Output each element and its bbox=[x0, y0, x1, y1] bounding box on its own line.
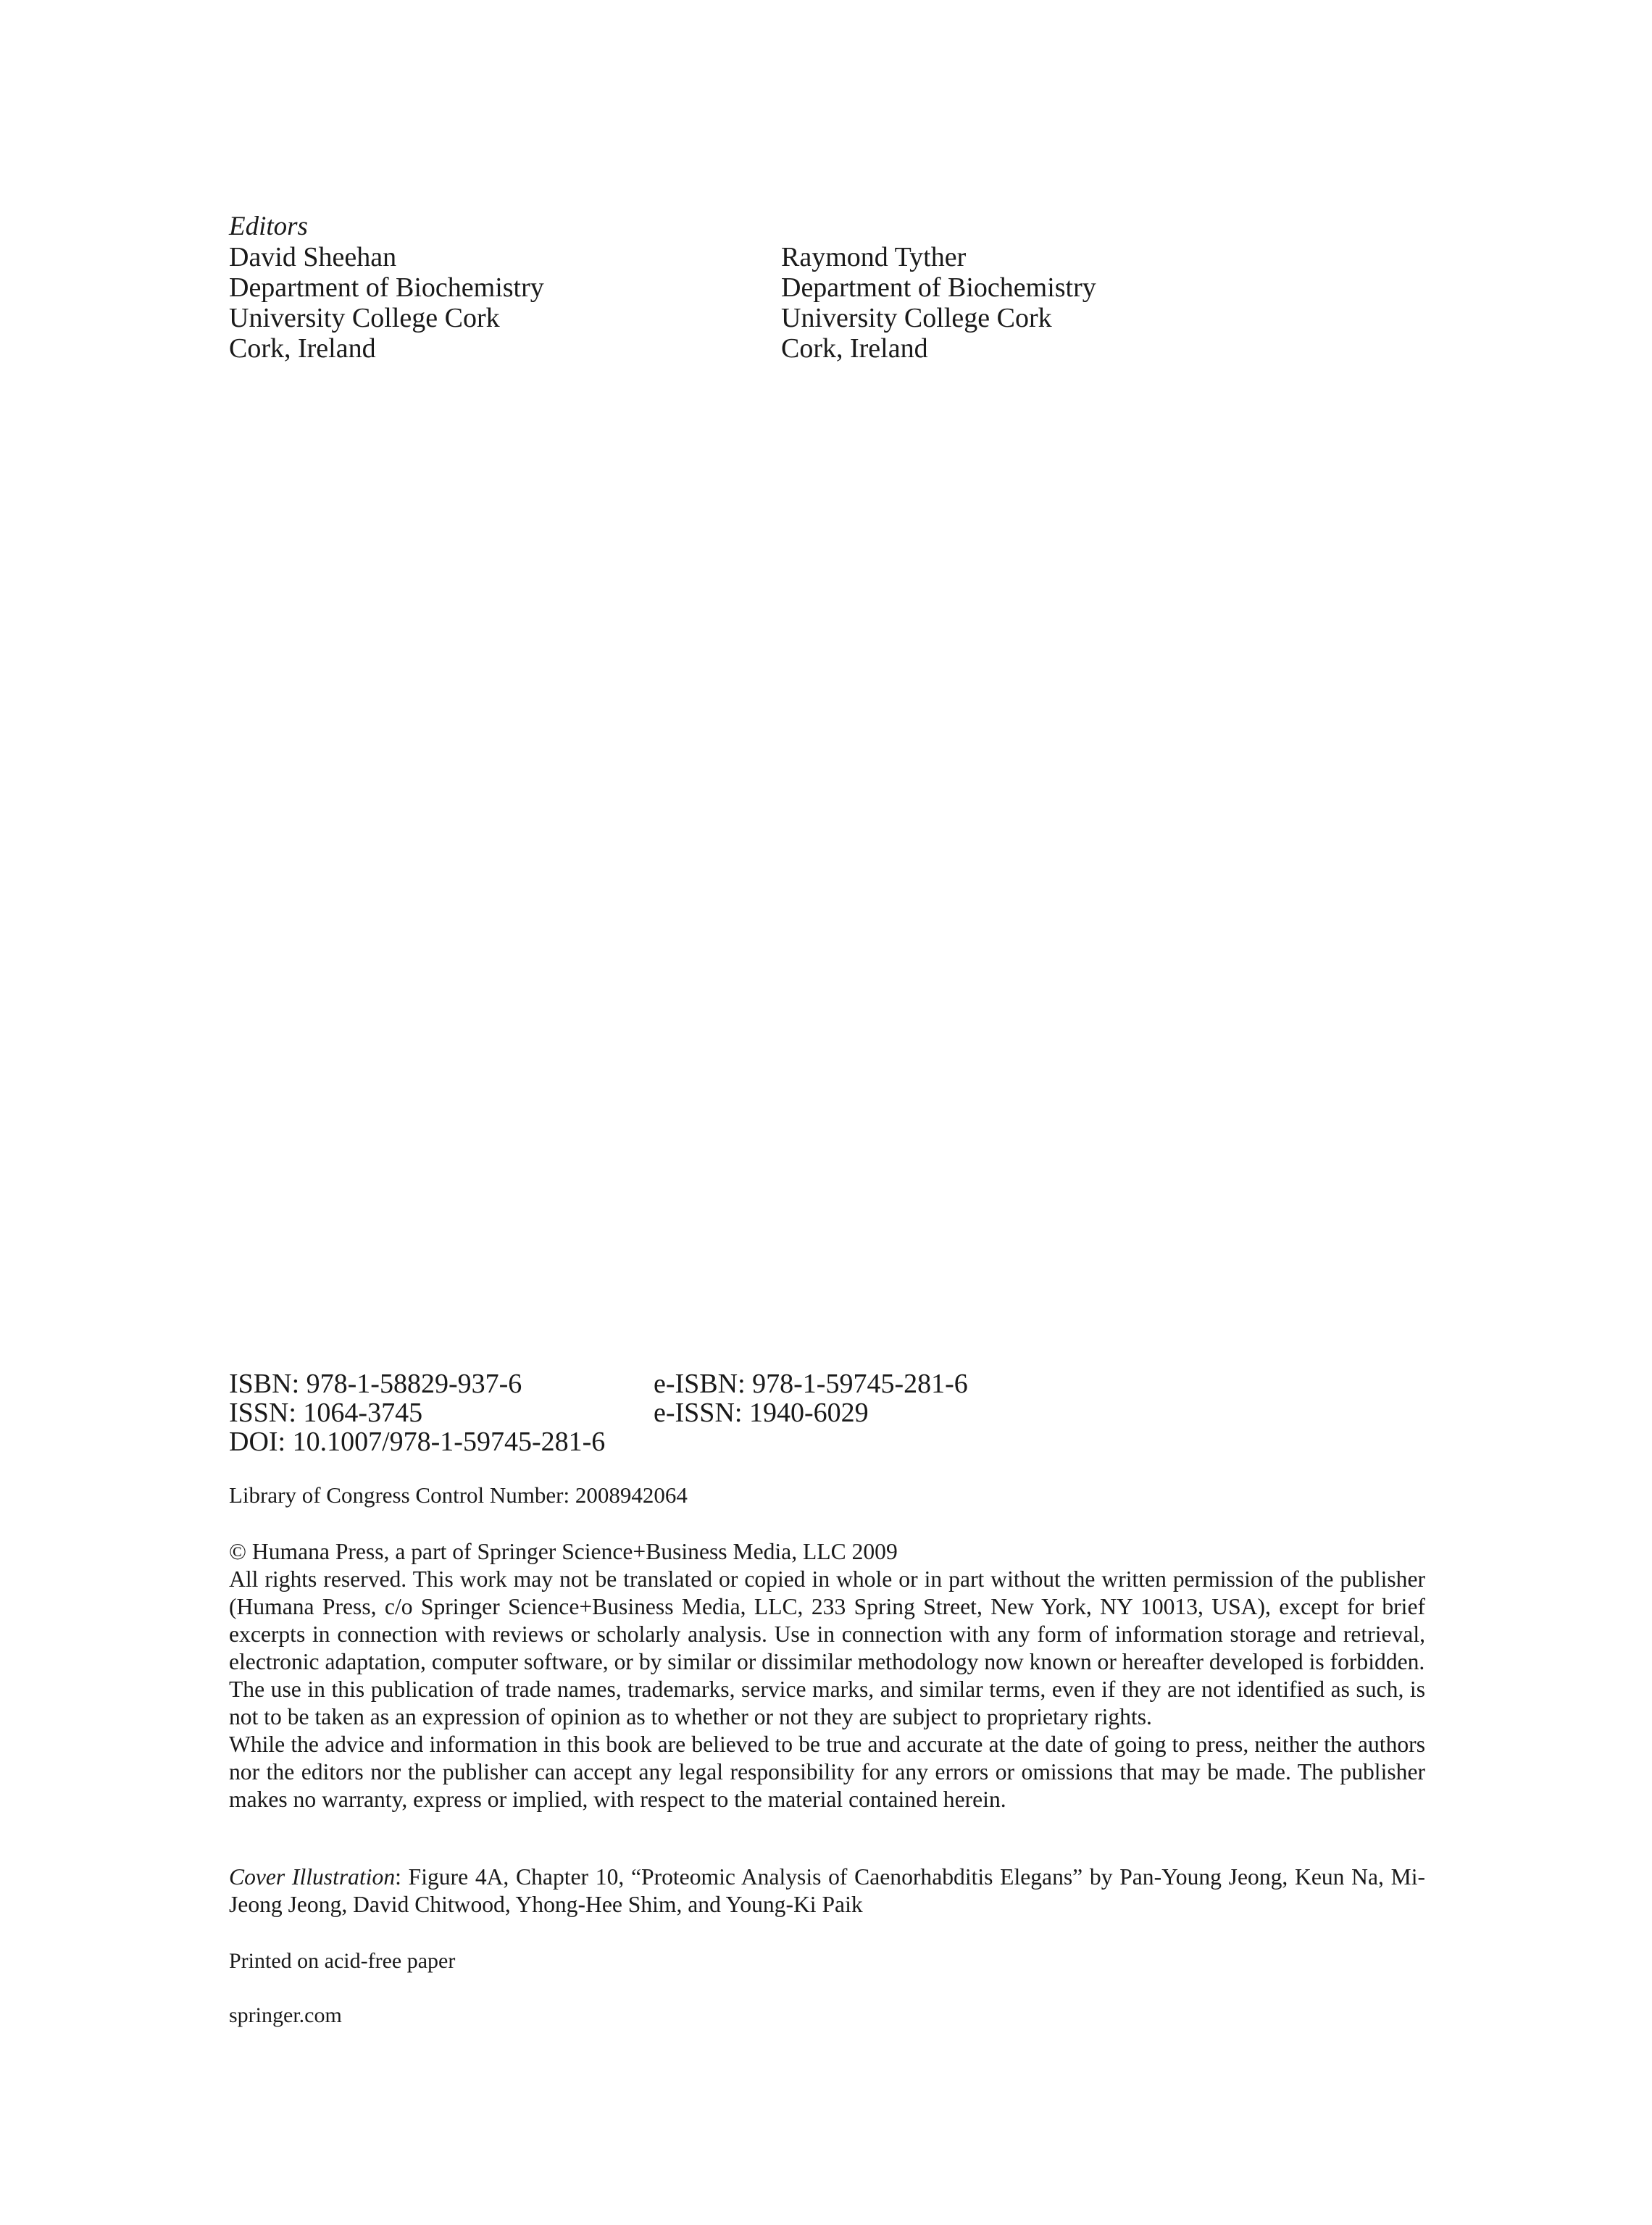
doi-row bbox=[229, 1427, 1432, 1456]
e-isbn: e-ISBN: 978-1-59745-281-6 bbox=[654, 1369, 968, 1399]
isbn: ISBN: 978-1-58829-937-6 bbox=[229, 1369, 522, 1399]
editor-department: Department of Biochemistry bbox=[229, 272, 544, 303]
issn-row bbox=[229, 1398, 1432, 1427]
editor-institution: University College Cork bbox=[781, 303, 1052, 333]
editor-name: David Sheehan bbox=[229, 242, 397, 272]
identifiers-block bbox=[229, 1369, 1432, 1456]
editor-raymond-tyther bbox=[781, 242, 1096, 364]
publisher-website: springer.com bbox=[229, 2003, 342, 2027]
cover-illustration-text: : Figure 4A, Chapter 10, “Proteomic Analysis of Caenorhabditis Elegans” by Pan-Young Jeong, Keun Na, Mi-Jeong Jeong, David Chitwood, Yhong-Hee Shim, and Young-Ki Paik bbox=[229, 1864, 1425, 1917]
e-issn: e-ISSN: 1940-6029 bbox=[654, 1398, 869, 1428]
printed-note: Printed on acid-free paper bbox=[229, 1949, 456, 1973]
isbn-row bbox=[229, 1369, 1432, 1398]
editor-david-sheehan bbox=[229, 242, 544, 364]
issn: ISSN: 1064-3745 bbox=[229, 1398, 423, 1428]
doi: DOI: 10.1007/978-1-59745-281-6 bbox=[229, 1427, 606, 1457]
cover-illustration-credit bbox=[229, 1863, 1425, 1919]
editors-columns bbox=[229, 242, 1432, 370]
editors-block bbox=[229, 212, 1432, 370]
trademark-paragraph: The use in this publication of trade names, trademarks, service marks, and similar terms, even if they are not identified as such, is not to be taken as an expression of opinion as to whether or not they are subject to proprietary rights. bbox=[229, 1677, 1425, 1729]
library-of-congress-number: Library of Congress Control Number: 2008942064 bbox=[229, 1482, 688, 1508]
rights-paragraph: All rights reserved. This work may not be translated or copied in whole or in part without the written permission of the publisher (Humana Press, c/o Springer Science+Business Media, LLC, 233 Spring Street, New York, NY 10013, USA), except for brief excerpts in connection with reviews or scholarly analysis. Use in connection with any form of information storage and retrieval, electronic adaptation, computer software, or by similar or dissimilar methodology now known or hereafter developed is forbidden. bbox=[229, 1566, 1425, 1674]
editor-name: Raymond Tyther bbox=[781, 242, 967, 272]
editor-department: Department of Biochemistry bbox=[781, 272, 1096, 303]
cover-illustration-label: Cover Illustration bbox=[229, 1864, 396, 1890]
editors-heading: Editors bbox=[229, 212, 308, 241]
rights-block bbox=[229, 1538, 1425, 1813]
editor-location: Cork, Ireland bbox=[781, 333, 928, 364]
editor-location: Cork, Ireland bbox=[229, 333, 376, 364]
copyright-line: © Humana Press, a part of Springer Science+Business Media, LLC 2009 bbox=[229, 1539, 898, 1564]
editor-institution: University College Cork bbox=[229, 303, 500, 333]
disclaimer-paragraph: While the advice and information in this book are believed to be true and accurate at the date of going to press, neither the authors nor the editors nor the publisher can accept any legal responsibility for any errors or omissions that may be made. The publisher makes no warranty, express or implied, with respect to the material contained herein. bbox=[229, 1732, 1425, 1812]
